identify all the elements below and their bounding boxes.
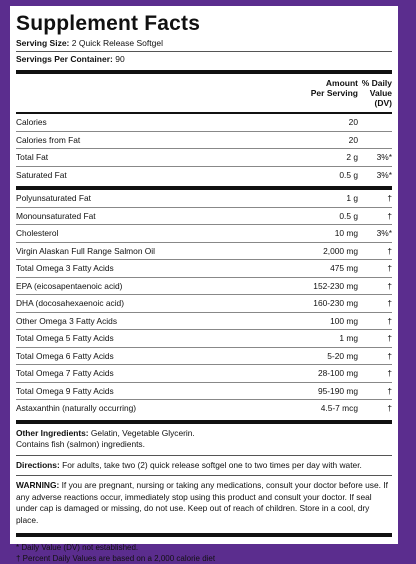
- nutrient-name: Total Omega 7 Fatty Acids: [16, 368, 114, 379]
- nutrient-daily-value: †: [387, 403, 392, 414]
- footnote-percent-dv: † Percent Daily Values are based on a 2,000 calorie diet: [16, 554, 216, 563]
- warning-label: WARNING:: [16, 480, 60, 490]
- dv-header-line3: (DV): [374, 98, 392, 108]
- nutrient-amount: 2 g: [346, 152, 358, 163]
- nutrient-row: [16, 330, 392, 348]
- nutrient-name: Total Omega 9 Fatty Acids: [16, 385, 114, 396]
- nutrient-amount: 28-100 mg: [317, 368, 358, 379]
- nutrient-row: [16, 208, 392, 226]
- nutrient-name: EPA (eicosapentaenoic acid): [16, 280, 123, 291]
- nutrient-daily-value: †: [387, 333, 392, 344]
- supplement-facts-panel: [10, 6, 398, 563]
- nutrient-amount: 10 mg: [334, 228, 358, 239]
- servings-value: 90: [115, 54, 125, 64]
- nutrient-amount: 20: [348, 117, 358, 128]
- nutrient-daily-value: †: [387, 298, 392, 309]
- amount-header: [298, 78, 358, 108]
- servings-label: Servings Per Container:: [16, 54, 113, 64]
- nutrient-amount: 1 g: [346, 193, 358, 204]
- directions: [16, 456, 392, 476]
- nutrient-name: DHA (docosahexaenoic acid): [16, 298, 125, 309]
- nutrient-name: Total Omega 3 Fatty Acids: [16, 263, 114, 274]
- nutrient-name: Saturated Fat: [16, 169, 67, 180]
- nutrient-amount: 152-230 mg: [313, 280, 358, 291]
- nutrient-daily-value: †: [387, 368, 392, 379]
- nutrient-daily-value: †: [387, 263, 392, 274]
- table-header: [16, 74, 392, 112]
- nutrient-row: [16, 225, 392, 243]
- nutrient-row: [16, 243, 392, 261]
- dv-header-line1: % Daily: [361, 78, 392, 88]
- nutrient-row: [16, 400, 392, 417]
- nutrient-name: Astaxanthin (naturally occurring): [16, 403, 137, 414]
- nutrient-daily-value: 3%*: [376, 152, 392, 163]
- nutrient-name: Total Fat: [16, 152, 49, 163]
- nutrient-name: Monounsaturated Fat: [16, 210, 96, 221]
- nutrient-table-group1: [16, 114, 392, 183]
- nutrient-daily-value: †: [387, 280, 392, 291]
- nutrient-amount: 475 mg: [330, 263, 358, 274]
- other-ingredients-text: Gelatin, Vegetable Glycerin.: [90, 427, 195, 438]
- nutrient-daily-value: †: [387, 245, 392, 256]
- warning: [16, 476, 392, 530]
- nutrient-row: [16, 260, 392, 278]
- nutrient-name: Calories from Fat: [16, 134, 81, 145]
- nutrient-amount: 1 mg: [339, 333, 358, 344]
- nutrient-row: [16, 295, 392, 313]
- nutrient-daily-value: †: [387, 210, 392, 221]
- nutrient-row: [16, 190, 392, 208]
- nutrient-daily-value: †: [387, 385, 392, 396]
- nutrient-row: [16, 149, 392, 167]
- servings-per-container: [16, 52, 392, 67]
- amount-header-line2: Per Serving: [310, 88, 358, 98]
- amount-header-line1: Amount: [325, 78, 358, 88]
- nutrient-daily-value: †: [387, 350, 392, 361]
- serving-size-label: Serving Size:: [16, 38, 70, 48]
- nutrient-amount: 100 mg: [330, 315, 358, 326]
- nutrient-amount: 20: [348, 134, 358, 145]
- nutrient-table-group2: [16, 190, 392, 417]
- nutrient-amount: 5-20 mg: [327, 350, 358, 361]
- directions-text: For adults, take two (2) quick release softgel one to two times per day with water.: [62, 459, 362, 470]
- footnotes: [16, 537, 392, 564]
- nutrient-name: Polyunsaturated Fat: [16, 193, 91, 204]
- other-ingredients: [16, 424, 392, 455]
- nutrient-name: Total Omega 5 Fatty Acids: [16, 333, 114, 344]
- footnote-dv-not-established: * Daily Value (DV) not established.: [16, 543, 139, 552]
- nutrient-name: Total Omega 6 Fatty Acids: [16, 350, 114, 361]
- warning-text: If you are pregnant, nursing or taking any medications, consult your doctor before use. If any adverse reactions occur, immediately stop using this product and consult your doctor. If seal under cap is damaged or missing, do not use. Keep out of reach of children. Store in a cool, dry place.: [16, 480, 388, 525]
- dv-header-line2: Value: [369, 88, 392, 98]
- other-ingredients-label: Other Ingredients:: [16, 427, 89, 438]
- nutrient-amount: 4.5-7 mcg: [320, 403, 358, 414]
- nutrient-amount: 95-190 mg: [317, 385, 358, 396]
- nutrient-row: [16, 114, 392, 132]
- serving-size: [16, 36, 392, 51]
- directions-label: Directions:: [16, 459, 60, 470]
- nutrient-name: Cholesterol: [16, 228, 59, 239]
- nutrient-amount: 0.5 g: [339, 169, 358, 180]
- nutrient-daily-value: 3%*: [376, 169, 392, 180]
- nutrient-amount: 2,000 mg: [323, 245, 358, 256]
- nutrient-name: Calories: [16, 117, 47, 128]
- nutrient-row: [16, 313, 392, 331]
- nutrient-row: [16, 278, 392, 296]
- nutrient-row: [16, 383, 392, 401]
- nutrient-daily-value: †: [387, 315, 392, 326]
- nutrient-name: Other Omega 3 Fatty Acids: [16, 315, 118, 326]
- nutrient-row: [16, 167, 392, 184]
- nutrient-amount: 0.5 g: [339, 210, 358, 221]
- panel-title: Supplement Facts: [16, 12, 201, 35]
- contains-text: Contains fish (salmon) ingredients.: [16, 439, 145, 449]
- dv-header: [358, 78, 392, 108]
- nutrient-row: [16, 348, 392, 366]
- nutrient-daily-value: 3%*: [376, 228, 392, 239]
- serving-size-value: 2 Quick Release Softgel: [71, 38, 163, 48]
- nutrient-row: [16, 132, 392, 150]
- nutrient-row: [16, 365, 392, 383]
- nutrient-name: Virgin Alaskan Full Range Salmon Oil: [16, 245, 156, 256]
- nutrient-amount: 160-230 mg: [313, 298, 358, 309]
- nutrient-daily-value: †: [387, 193, 392, 204]
